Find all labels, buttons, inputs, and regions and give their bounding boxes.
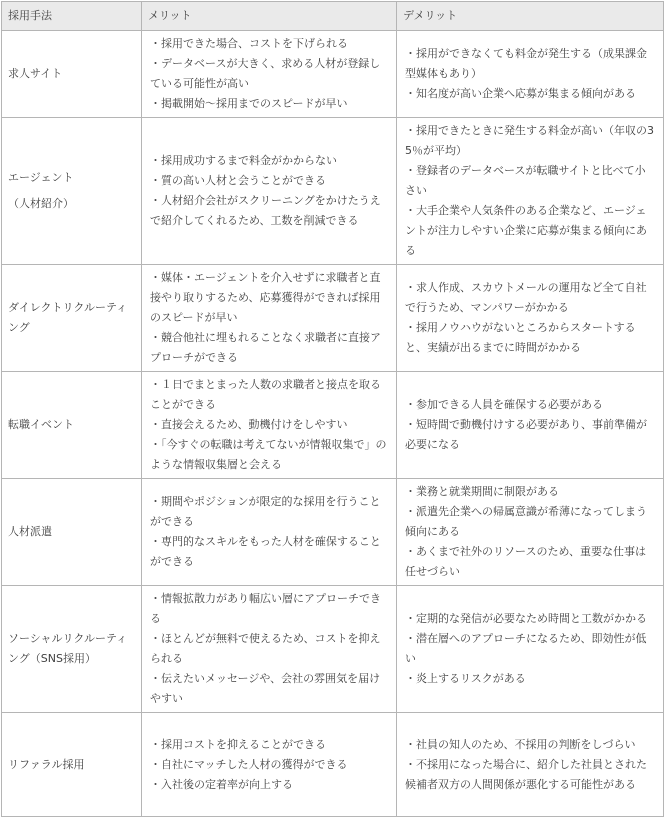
merit-item: ・自社にマッチした人材の獲得ができる	[150, 757, 348, 771]
table-row	[2, 118, 664, 265]
method-name: 転職イベント	[8, 418, 74, 431]
header-row	[2, 2, 664, 31]
merit-item: ・データベースが大きく、求める人材が登録している可能性が高い	[150, 57, 381, 90]
method-cell	[2, 265, 142, 372]
demerits-cell	[397, 118, 664, 265]
merit-item: ・期間やポジションが限定的な採用を行うことができる	[150, 495, 381, 528]
table-row	[2, 31, 664, 118]
merit-item: ・採用コストを抑えることができる	[150, 737, 326, 751]
demerit-item: ・採用ができなくても料金が発生する（成果課金型媒体もあり）	[405, 47, 647, 80]
merit-item: ・掲載開始〜採用までのスピードが早い	[150, 97, 348, 110]
demerit-item: ・炎上するリスクがある	[405, 672, 526, 685]
demerit-item: ・あくまで社外のリソースのため、重要な仕事は任せづらい	[405, 545, 647, 578]
merit-item: ・「今すぐの転職は考えてないが情報収集で」のような情報収集層と会える	[150, 438, 387, 471]
merit-item: ・質の高い人材と会うことができる	[150, 174, 326, 187]
demerit-item: ・参加できる人員を確保する必要がある	[405, 398, 603, 411]
merit-item: ・採用できた場合、コストを下げられる	[150, 37, 348, 50]
table-row	[2, 265, 664, 372]
demerit-item: ・社員の知人のため、不採用の判断をしづらい	[405, 737, 636, 751]
merit-item: ・媒体・エージェントを介入せずに求職者と直接やり取りするため、応募獲得ができれば採用のスピードが早い	[150, 271, 381, 324]
merit-item: ・採用成功するまで料金がかからない	[150, 154, 337, 167]
merits-cell	[142, 586, 397, 713]
demerits-cell	[397, 265, 664, 372]
demerit-item: ・派遣先企業への帰属意識が希薄になってしまう傾向にある	[405, 505, 647, 538]
merit-item: ・ほとんどが無料で使えるため、コストを抑えられる	[150, 632, 381, 665]
recruitment-methods-table	[1, 1, 664, 817]
method-name: エージェント	[8, 171, 74, 184]
header-demerits: デメリット	[397, 2, 664, 31]
merit-item: ・入社後の定着率が向上する	[150, 777, 293, 791]
method-cell	[2, 479, 142, 586]
method-cell	[2, 31, 142, 118]
method-cell	[2, 372, 142, 479]
header-merits: メリット	[142, 2, 397, 31]
merits-cell	[142, 31, 397, 118]
merit-item: ・競合他社に埋もれることなく求職者に直接アプローチができる	[150, 331, 381, 364]
method-name: リファラル採用	[8, 757, 85, 771]
demerit-item: ・定期的な発信が必要なため時間と工数がかかる	[405, 612, 647, 625]
demerit-item: ・短時間で動機付けする必要があり、事前準備が必要になる	[405, 418, 647, 451]
merit-item: ・直接会えるため、動機付けをしやすい	[150, 418, 348, 431]
method-cell	[2, 713, 142, 817]
demerits-cell	[397, 586, 664, 713]
demerits-cell	[397, 713, 664, 817]
merit-item: ・情報拡散力があり幅広い層にアプローチできる	[150, 592, 381, 625]
demerits-cell	[397, 372, 664, 479]
method-name: 人材派遣	[8, 525, 52, 538]
merits-cell	[142, 713, 397, 817]
method-name: ソーシャルリクルーティング（SNS採用）	[8, 632, 128, 665]
demerit-item: ・採用ノウハウがないところからスタートすると、実績が出るまでに時間がかかる	[405, 321, 636, 354]
demerit-item: ・知名度が高い企業へ応募が集まる傾向がある	[405, 87, 636, 100]
merits-cell	[142, 479, 397, 586]
merits-cell	[142, 372, 397, 479]
demerit-item: ・大手企業や人気条件のある企業など、エージェントが注力しやすい企業に応募が集まる傾向にある	[405, 204, 647, 257]
demerit-item: ・採用できたときに発生する料金が高い（年収の35％が平均）	[405, 124, 654, 157]
merit-item: ・人材紹介会社がスクリーニングをかけたうえで紹介してくれるため、工数を削減できる	[150, 194, 381, 227]
header-method: 採用手法	[2, 2, 142, 31]
demerit-item: ・登録者のデータベースが転職サイトと比べて小さい	[405, 164, 646, 197]
method-cell	[2, 118, 142, 265]
merit-item: ・１日でまとまった人数の求職者と接点を取ることができる	[150, 378, 381, 411]
method-cell	[2, 586, 142, 713]
method-name: 求人サイト	[8, 67, 63, 80]
demerit-item: ・不採用になった場合に、紹介した社員とされた候補者双方の人間関係が悪化する可能性がある	[405, 757, 647, 791]
merit-item: ・専門的なスキルをもった人材を確保することができる	[150, 535, 381, 568]
table-row	[2, 713, 664, 817]
table-row	[2, 586, 664, 713]
merits-cell	[142, 265, 397, 372]
merits-cell	[142, 118, 397, 265]
demerits-cell	[397, 31, 664, 118]
method-note: （人材紹介）	[8, 197, 74, 210]
demerits-cell	[397, 479, 664, 586]
demerit-item: ・求人作成、スカウトメールの運用など全て自社で行うため、マンパワーがかかる	[405, 281, 647, 314]
demerit-item: ・潜在層へのアプローチになるため、即効性が低い	[405, 632, 647, 665]
table-row	[2, 479, 664, 586]
merit-item: ・伝えたいメッセージや、会社の雰囲気を届けやすい	[150, 672, 381, 705]
table-row	[2, 372, 664, 479]
method-name: ダイレクトリクルーティング	[8, 301, 128, 334]
demerit-item: ・業務と就業期間に制限がある	[405, 485, 559, 498]
